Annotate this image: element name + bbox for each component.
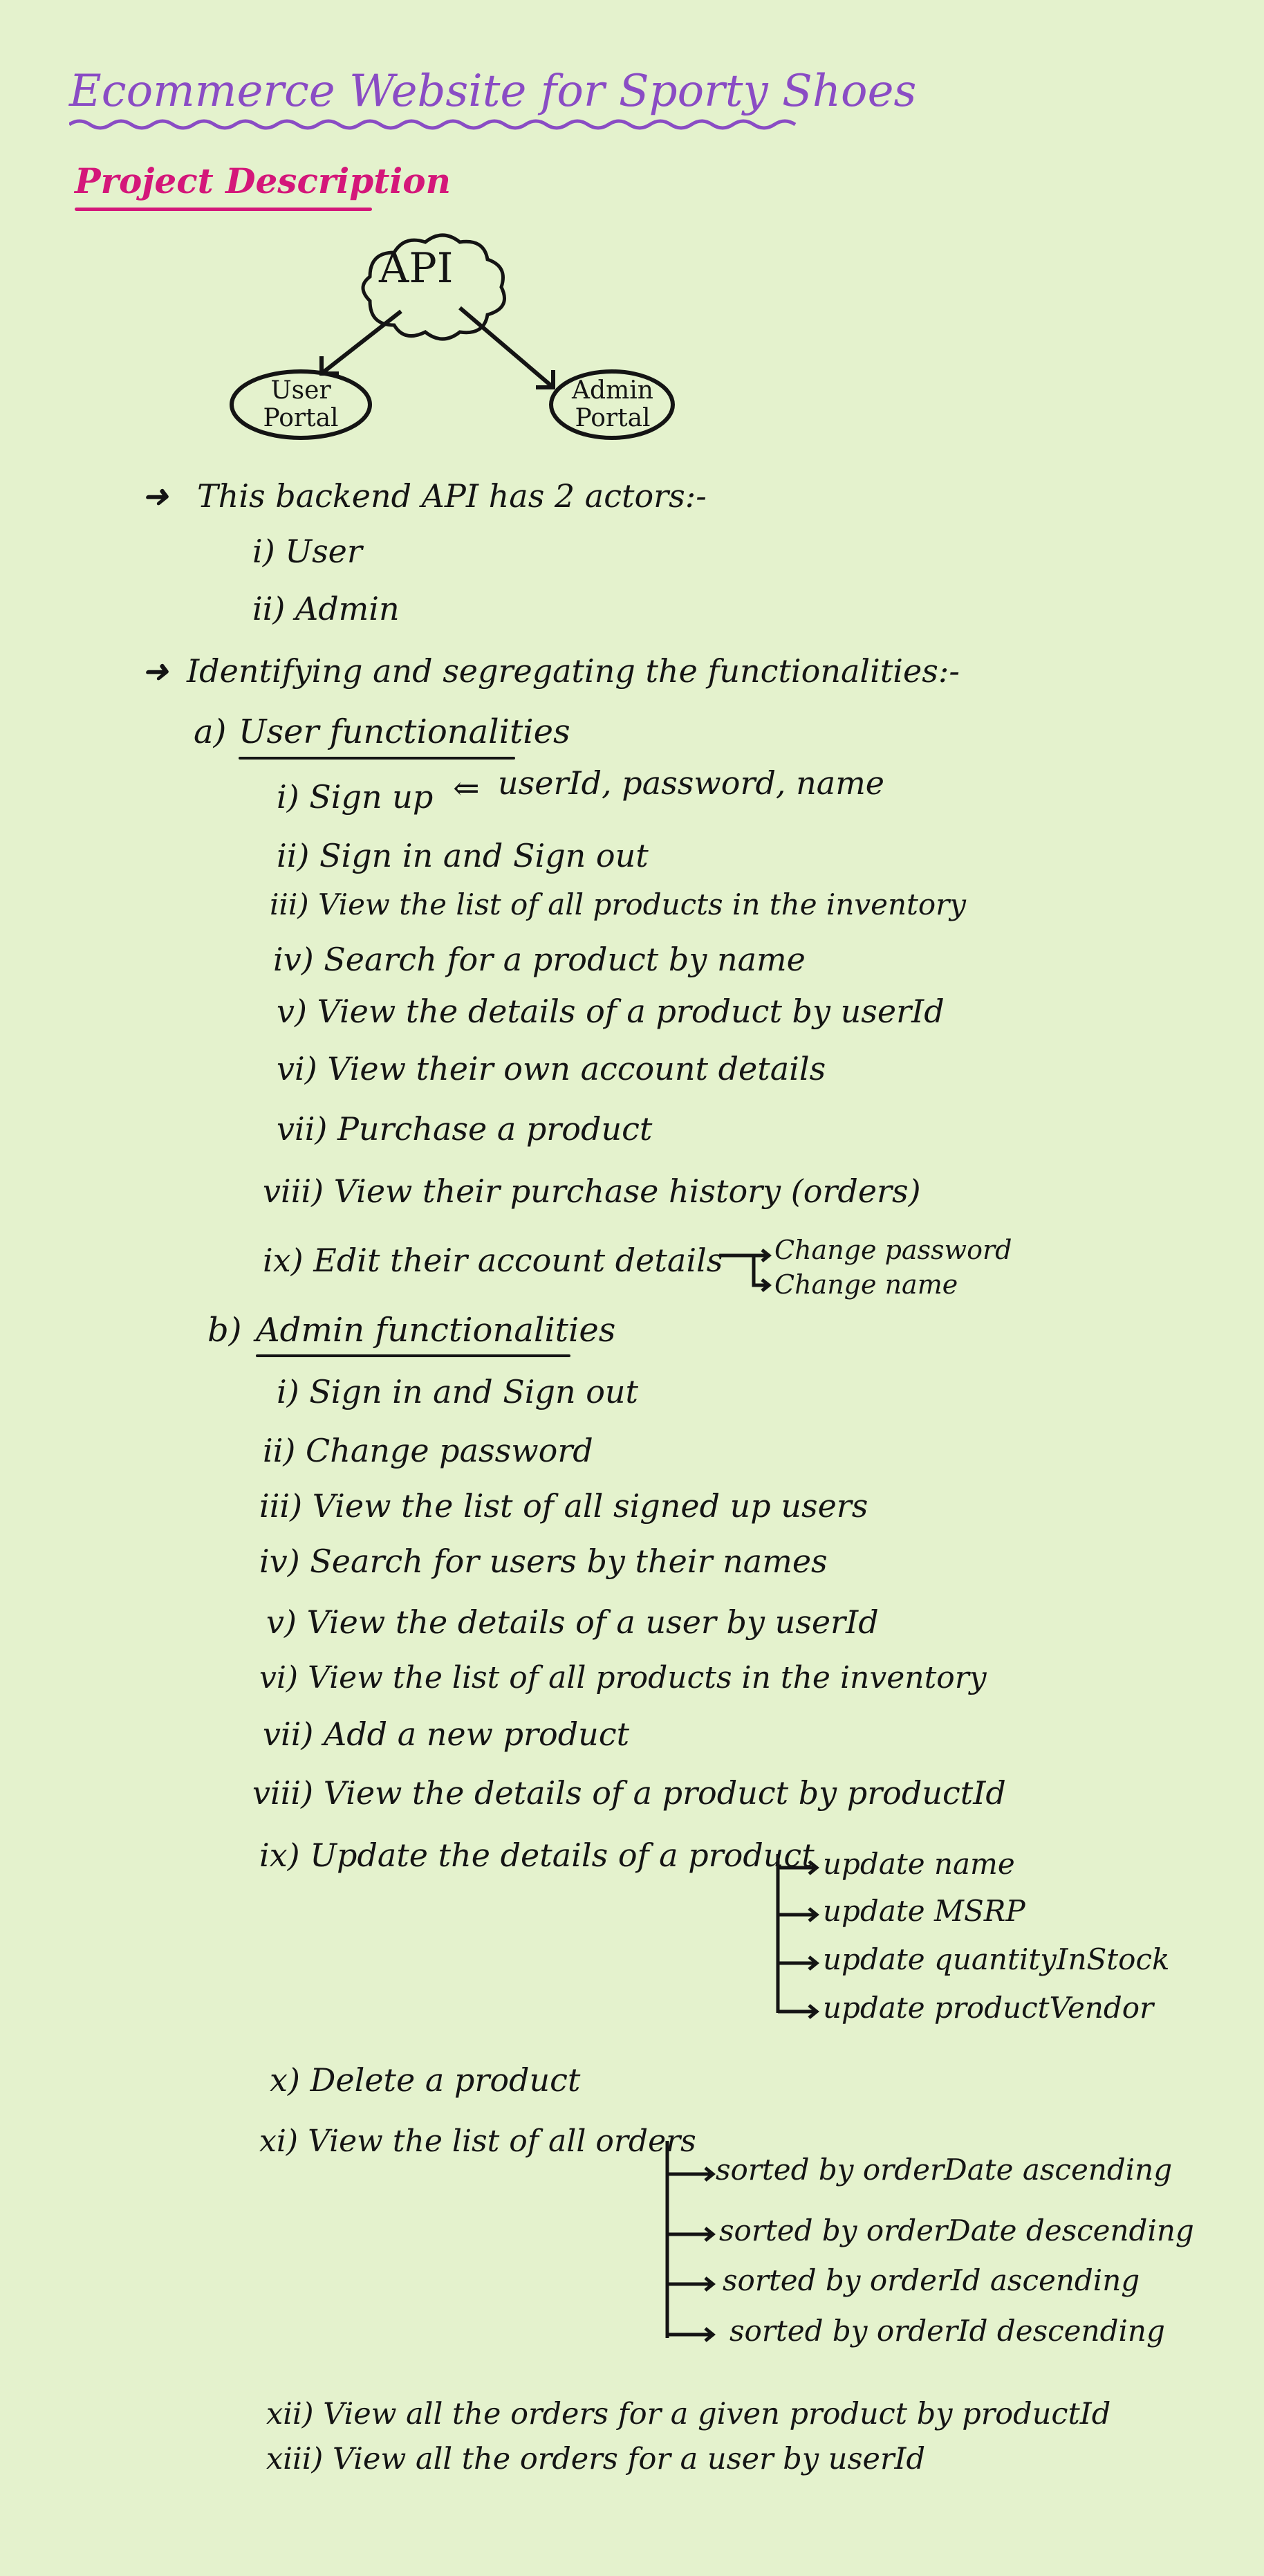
edit-branch-arrows — [719, 1245, 774, 1300]
user-portal-label: User Portal — [263, 376, 339, 432]
list-item: xi) View the list of all orders — [259, 2124, 696, 2159]
sort-option: sorted by orderDate descending — [719, 2214, 1194, 2247]
sort-option: sorted by orderDate ascending — [716, 2153, 1173, 2187]
update-option: update name — [823, 1847, 1015, 1881]
page-title: Ecommerce Website for Sporty Shoes — [69, 66, 917, 117]
actors-intro: This backend API has 2 actors:- — [197, 477, 707, 515]
title-underline-wave — [69, 116, 802, 137]
list-item: ii) Change password — [263, 1432, 593, 1469]
list-item: v) View the details of a user by userId — [266, 1603, 879, 1641]
list-item: viii) View the details of a product by productId — [252, 1774, 1006, 1812]
sort-option: sorted by orderId ascending — [723, 2263, 1140, 2297]
admin-section-title: Admin functionalities — [256, 1311, 616, 1350]
list-item: iii) View the list of all products in the inventory — [270, 887, 966, 921]
list-item: viii) View their purchase history (orders) — [263, 1172, 921, 1210]
edit-option: Change password — [774, 1235, 1012, 1265]
actor-item: ii) Admin — [252, 590, 400, 627]
arrow-to-user-portal — [322, 311, 401, 374]
update-option: update MSRP — [823, 1894, 1025, 1928]
list-item: xiii) View all the orders for a user by userId — [266, 2442, 926, 2476]
admin-section-underline — [256, 1354, 570, 1357]
list-item: iv) Search for users by their names — [259, 1543, 828, 1580]
actor-item: i) User — [252, 533, 362, 570]
list-item: x) Delete a product — [270, 2061, 581, 2099]
update-branch-arrows — [768, 1854, 823, 2027]
list-item: ix) Edit their account details — [263, 1242, 723, 1279]
update-option: update quantityInStock — [823, 1942, 1170, 1976]
list-item: vi) View the list of all products in the inventory — [259, 1660, 987, 1695]
user-section-title: User functionalities — [239, 712, 570, 751]
list-item: ii) Sign in and Sign out — [277, 837, 649, 874]
api-label: API — [379, 244, 454, 293]
sort-option: sorted by orderId descending — [729, 2314, 1165, 2348]
list-item: v) View the details of a product by userId — [277, 993, 945, 1030]
user-section-underline — [239, 757, 515, 760]
section-heading-project-description: Project Description — [75, 160, 451, 201]
list-item: vii) Add a new product — [263, 1715, 630, 1753]
list-item: iv) Search for a product by name — [273, 941, 806, 978]
list-item: iii) View the list of all signed up users — [259, 1487, 868, 1525]
list-item: i) Sign up — [277, 778, 434, 816]
admin-portal-label: Admin Portal — [572, 376, 653, 432]
user-section-label: a) — [194, 712, 227, 751]
update-option: update productVendor — [823, 1991, 1154, 2025]
admin-section-label: b) — [207, 1311, 242, 1350]
list-item: i) Sign in and Sign out — [277, 1373, 639, 1410]
list-item: vi) View their own account details — [277, 1050, 826, 1087]
arrow-bullet-icon: ➜ — [142, 652, 169, 690]
list-item: vii) Purchase a product — [277, 1110, 653, 1148]
edit-option: Change name — [774, 1269, 958, 1300]
list-item: xii) View all the orders for a given product by productId — [266, 2397, 1111, 2431]
signup-fields: userId, password, name — [498, 764, 885, 802]
list-item: ix) Update the details of a product — [259, 1837, 815, 1874]
arrow-left-icon: ⇐ — [453, 769, 480, 807]
arrow-bullet-icon: ➜ — [142, 477, 169, 515]
sort-branch-arrows — [657, 2141, 719, 2348]
subtitle-underline — [75, 208, 372, 211]
arrow-to-admin-portal — [460, 308, 553, 387]
segregation-intro: Identifying and segregating the functionalities:- — [187, 652, 960, 690]
